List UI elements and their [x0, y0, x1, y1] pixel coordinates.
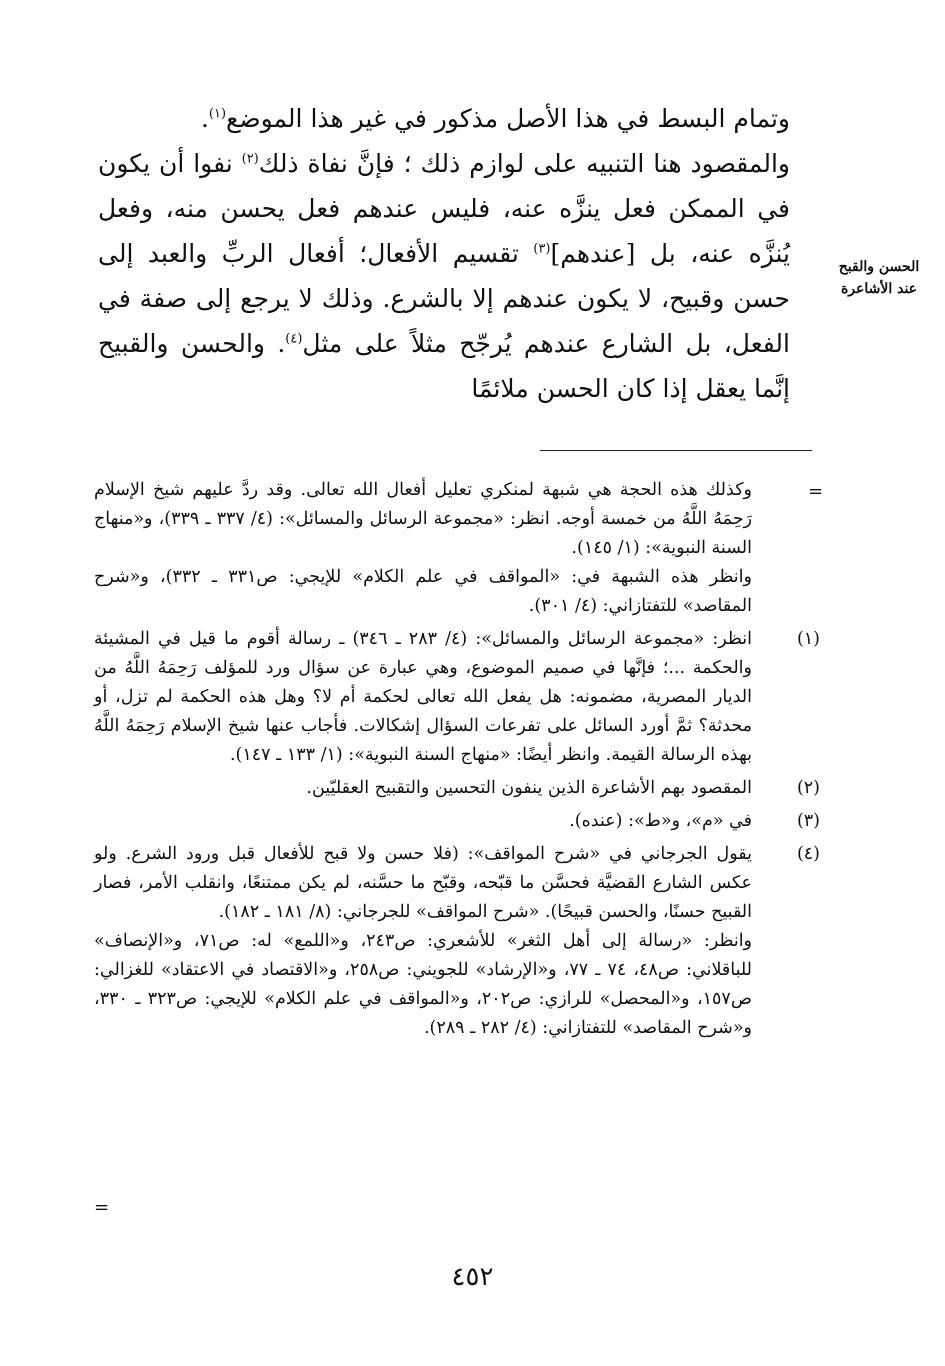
- margin-heading-line-1: الحسن والقبح: [838, 259, 920, 275]
- continuation-mark-start: =: [808, 481, 824, 502]
- margin-heading: [818, 256, 940, 300]
- footnote-ref-1[interactable]: (١): [208, 106, 227, 122]
- page-number: ٤٥٢: [451, 1262, 494, 1292]
- footnote-ref-2[interactable]: (٢): [241, 151, 259, 167]
- footnote-text-2: المقصود بهم الأشاعرة الذين ينفون التحسين والتقبيح العقليّين.: [306, 778, 752, 798]
- footnote-ref-4[interactable]: (٤): [285, 331, 303, 347]
- footnote-continuation-text-1: وكذلك هذه الحجة هي شبهة لمنكري تعليل أفعال الله تعالى. وقد ردَّ عليهم شيخ الإسلام رَحِمَهُ اللَّهُ من خمسة أوجه. انظر: «مجموعة الرسائل والمسائل»: (٤/ ٣٣٧ ـ ٣٣٩)، و«منهاج السنة النبوية»: (١/ ١٤٥).: [94, 480, 752, 558]
- continuation-mark-end: =: [94, 1197, 110, 1218]
- footnote-4: [94, 840, 820, 1043]
- footnotes: [94, 476, 820, 1047]
- footnote-number-4: (٤): [796, 844, 820, 864]
- footnote-text-1: انظر: «مجموعة الرسائل والمسائل»: (٤/ ٢٨٣ ـ ٣٤٦) ـ رسالة أقوم ما قيل في المشيئة والحكمة ...؛ فإنَّها في صميم الموضوع، وهي عبارة عن سؤال ورد للمؤلف رَحِمَهُ اللَّهُ من الديار المصرية، مضمونه: هل يفعل الله تعالى لحكمة أم لا؟ وهل هذه الحكمة لم تزل، أو محدثة؟ ثمَّ أورد السائل على تفرعات السؤال إشكالات. فأجاب عنها شيخ الإسلام رَحِمَهُ اللَّهُ بهذه الرسالة القيمة. وانظر أيضًا: «منهاج السنة النبوية»: (١/ ١٣٣ ـ ١٤٧).: [94, 629, 752, 765]
- footnote-continuation: [94, 476, 820, 621]
- footnote-1: [94, 625, 820, 770]
- footnote-continuation-text-2: وانظر هذه الشبهة في: «المواقف في علم الكلام» للإيجي: ص٣٣١ ـ ٣٣٢)، و«شرح المقاصد» للتفتازاني: (٤/ ٣٠١).: [94, 567, 752, 616]
- main-text: [98, 96, 814, 411]
- main-paragraph-1: وتمام البسط في هذا الأصل مذكور في غير هذا الموضع$^{(١)}$.: [200, 104, 790, 133]
- footnote-text-4b: وانظر: «رسالة إلى أهل الثغر» للأشعري: ص٢٤٣، و«اللمع» له: ص٧١، و«الإنصاف» للباقلاني: ص٤٨، ٧٤ ـ ٧٧، و«الإرشاد» للجويني: ص٢٥٨، و«الاقتصاد في الاعتقاد» للغزالي: ص١٥٧، و«المحصل» للرازي: ص٢٠٢، و«المواقف في علم الكلام» للإيجي: ص٣٢٣ ـ ٣٣٠، و«شرح المقاصد» للتفتازاني: (٤/ ٢٨٢ ـ ٢٨٩).: [94, 931, 753, 1038]
- margin-heading-line-2: عند الأشاعرة: [840, 281, 918, 297]
- footnote-ref-3[interactable]: (٣): [533, 241, 551, 257]
- main-paragraph-2: والمقصود هنا التنبيه على لوازم ذلك ؛ فإنَّ نفاة ذلك$^{(٢)}$ نفوا أن يكون في الممكن فعل ينزَّه عنه، فليس عندهم فعل يحسن منه، وفعل يُنزَّه عنه، بل [عندهم]$^{(٣)}$ تقسيم الأفعال؛ أفعال الربِّ والعبد إلى حسن وقبيح، لا يكون عندهم إلا بالشرع. وذلك لا يرجع إلى صفة في الفعل، بل الشارع عندهم يُرجّح مثلاً على مثل$^{(٤)}$. والحسن والقبيح إنَّما يعقل إذا كان الحسن ملائمًا: [98, 149, 790, 403]
- footnote-3: [94, 807, 820, 836]
- footnote-separator: [540, 450, 812, 451]
- footnote-number-3: (٣): [796, 811, 820, 831]
- footnote-text-3: في «م»، و«ط»: (عنده).: [569, 811, 752, 831]
- footnote-2: [94, 774, 820, 803]
- footnote-number-2: (٢): [796, 778, 820, 798]
- footnote-number-1: (١): [796, 629, 820, 649]
- footnote-text-4: يقول الجرجاني في «شرح المواقف»: (فلا حسن ولا قبح للأفعال قبل ورود الشرع. ولو عكس الشارع القضيَّة فحسَّن ما قبّحه، وقبّح ما حسَّنه، لم يكن ممتنعًا، وانقلب الأمر، فصار القبيح حسنًا، والحسن قبيحًا). «شرح المواقف» للجرجاني: (٨/ ١٨١ ـ ١٨٢).: [94, 844, 752, 922]
